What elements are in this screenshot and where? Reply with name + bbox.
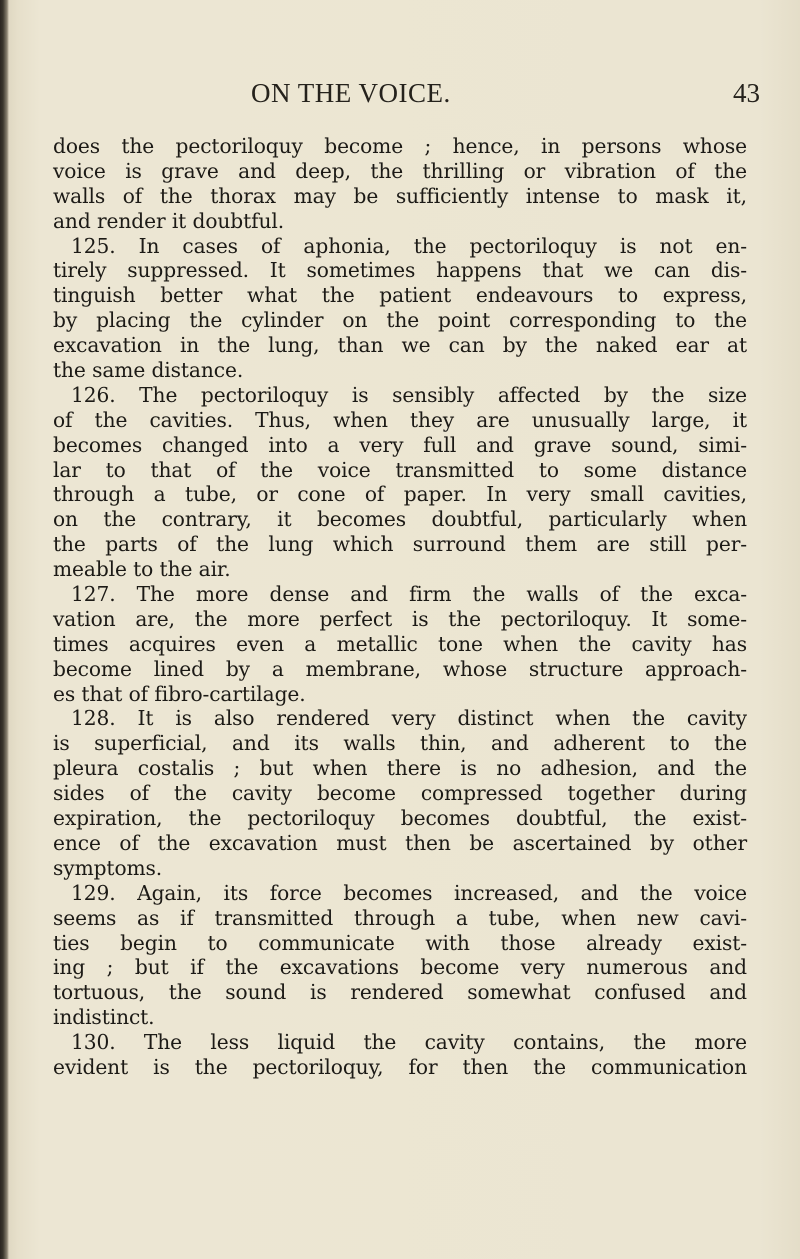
text-line: on the contrary, it becomes doubtful, particularly when [53, 507, 747, 532]
text-line: sides of the cavity become compressed together during [53, 781, 747, 806]
text-line: tirely suppressed. It sometimes happens that we can dis- [53, 258, 747, 283]
text-line: walls of the thorax may be sufficiently intense to mask it, [53, 183, 747, 208]
page-header [60, 78, 760, 118]
text-line: does the pectoriloquy become ; hence, in persons whose [53, 134, 747, 158]
text-line: of the cavities. Thus, when they are unusually large, it [53, 407, 747, 432]
text-line: ties begin to communicate with those already exist- [53, 930, 747, 955]
text-line: lar to that of the voice transmitted to some distance [53, 457, 747, 482]
text-line: times acquires even a metallic tone when the cavity has [53, 631, 747, 656]
body-text [53, 134, 747, 1080]
text-line: tortuous, the sound is rendered somewhat confused and [53, 980, 747, 1005]
paragraph-128-start: 128. It is also rendered very distinct when the cavity [71, 706, 747, 731]
text-line: symptoms. [53, 855, 163, 880]
text-line: es that of fibro-cartilage. [53, 681, 306, 706]
paragraph-130-start: 130. The less liquid the cavity contains, the more [71, 1030, 747, 1055]
text-line: ing ; but if the excavations become very numerous and [53, 955, 747, 980]
paragraph-127-start: 127. The more dense and firm the walls of the exca- [71, 582, 747, 607]
text-line: tinguish better what the patient endeavours to express, [53, 283, 747, 308]
paragraph-129-start: 129. Again, its force becomes increased, and the voice [71, 880, 747, 905]
text-line: expiration, the pectoriloquy becomes doubtful, the exist- [53, 806, 747, 831]
text-line: pleura costalis ; but when there is no adhesion, and the [53, 756, 747, 781]
page-number: 43 [733, 78, 760, 108]
text-line: indistinct. [53, 1005, 155, 1030]
text-line: evident is the pectoriloquy, for then the communication [53, 1054, 747, 1079]
text-line: ence of the excavation must then be ascertained by other [53, 830, 747, 855]
text-line: by placing the cylinder on the point corresponding to the [53, 308, 747, 333]
text-line: meable to the air. [53, 557, 231, 582]
paragraph-126-start: 126. The pectoriloquy is sensibly affected by the size [71, 382, 747, 407]
paragraph-125-start: 125. In cases of aphonia, the pectoriloquy is not en- [71, 233, 747, 258]
text-line: is superficial, and its walls thin, and adherent to the [53, 731, 747, 756]
running-title: ON THE VOICE. [251, 78, 451, 108]
page-binding-edge [0, 0, 9, 1259]
text-line: vation are, the more perfect is the pectoriloquy. It some- [53, 606, 747, 631]
text-line: seems as if transmitted through a tube, when new cavi- [53, 905, 747, 930]
text-line: become lined by a membrane, whose structure approach- [53, 656, 747, 681]
text-line: the same distance. [53, 358, 244, 383]
text-line: voice is grave and deep, the thrilling or vibration of the [53, 158, 747, 183]
text-line: the parts of the lung which surround them are still per- [53, 532, 747, 557]
text-line: excavation in the lung, than we can by the naked ear at [53, 333, 747, 358]
text-line: through a tube, or cone of paper. In very small cavities, [53, 482, 747, 507]
text-line: and render it doubtful. [53, 208, 285, 233]
text-line: becomes changed into a very full and grave sound, simi- [53, 432, 747, 457]
